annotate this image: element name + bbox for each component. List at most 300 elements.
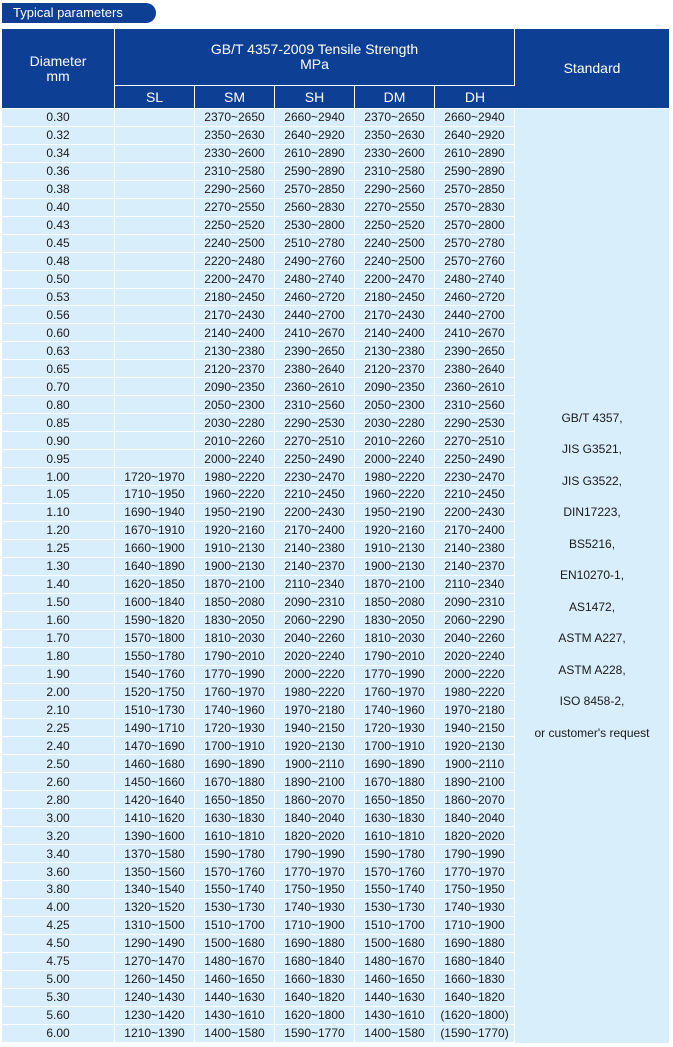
tensile-cell: 2270~2550 [355,199,435,217]
diameter-cell: 3.40 [2,845,115,863]
tensile-cell: 1830~2050 [195,612,275,630]
tensile-cell: 1480~1670 [355,953,435,971]
standard-item: EN10270-1, [559,568,625,583]
tensile-cell: 1430~1610 [195,1007,275,1025]
tensile-strength-header [115,29,515,86]
tensile-cell: 2060~2290 [435,612,515,630]
tensile-cell: 2250~2490 [435,450,515,468]
tensile-cell: 1920~2160 [355,522,435,540]
tensile-cell [115,378,195,396]
tensile-cell: 1700~1910 [355,737,435,755]
diameter-cell: 1.05 [2,486,115,504]
standard-item: ASTM A228, [558,662,626,677]
tensile-cell: 1240~1430 [115,989,195,1007]
tensile-cell: 1870~2100 [355,576,435,594]
tensile-cell: 1490~1710 [115,719,195,737]
tensile-cell: 2380~2640 [435,360,515,378]
tensile-cell: 1920~2130 [275,737,355,755]
tensile-cell: 1740~1930 [435,899,515,917]
tensile-cell: 1550~1780 [115,648,195,666]
tensile-cell: 1710~1900 [275,917,355,935]
tensile-cell: 1750~1950 [275,881,355,899]
tensile-cell: 1270~1470 [115,953,195,971]
tensile-cell: 1790~2010 [195,648,275,666]
tensile-cell: 1570~1760 [355,863,435,881]
section-title: Typical parameters [2,3,156,23]
diameter-cell: 1.25 [2,540,115,558]
tensile-cell: 1770~1970 [275,863,355,881]
diameter-cell: 0.53 [2,289,115,307]
tensile-cell: 2410~2670 [275,324,355,342]
tensile-cell: 2000~2240 [355,450,435,468]
tensile-cell [115,306,195,324]
tensile-cell: 2310~2580 [195,163,275,181]
diameter-cell: 4.25 [2,917,115,935]
tensile-cell: 1400~1580 [195,1025,275,1043]
diameter-cell: 0.90 [2,432,115,450]
tensile-cell: 1940~2150 [435,719,515,737]
tensile-cell: 2510~2780 [275,235,355,253]
tensile-cell: 1610~1810 [355,827,435,845]
tensile-cell: 1770~1990 [195,666,275,684]
standard-item: DIN17223, [563,505,621,520]
standard-item: or customer's request [534,725,650,740]
tensile-cell: 1890~2100 [435,773,515,791]
tensile-cell: 1640~1820 [275,989,355,1007]
diameter-cell: 1.30 [2,558,115,576]
tensile-cell: 1740~1960 [195,701,275,719]
tensile-cell: 2570~2850 [275,181,355,199]
tensile-cell: 1980~2220 [355,468,435,486]
tensile-cell: 2570~2830 [435,199,515,217]
tensile-cell: 2570~2760 [435,253,515,271]
tensile-cell: 1530~1730 [355,899,435,917]
tensile-cell: 2370~2650 [355,109,435,127]
diameter-cell: 0.65 [2,360,115,378]
tensile-cell: 2110~2340 [275,576,355,594]
tensile-cell: 2530~2800 [275,217,355,235]
diameter-cell: 4.00 [2,899,115,917]
tensile-cell: 2660~2940 [435,109,515,127]
tensile-cell: 1260~1450 [115,971,195,989]
tensile-cell: 2200~2430 [435,504,515,522]
table-body [2,109,669,1043]
tensile-cell: 1690~1880 [275,935,355,953]
tensile-cell [115,181,195,199]
tensile-cell: (1620~1800) [435,1007,515,1025]
tensile-cell: 1440~1630 [195,989,275,1007]
tensile-cell [115,396,195,414]
tensile-cell: 1720~1970 [115,468,195,486]
tensile-cell: 1210~1390 [115,1025,195,1043]
tensile-cell: 1610~1810 [195,827,275,845]
tensile-cell: 1630~1830 [355,809,435,827]
tensile-cell: 2090~2310 [435,594,515,612]
tensile-cell: (1590~1770) [435,1025,515,1043]
tensile-cell: 1690~1890 [355,755,435,773]
tensile-cell: 1410~1620 [115,809,195,827]
tensile-cell: 1740~1960 [355,701,435,719]
tensile-cell: 2250~2520 [195,217,275,235]
tensile-cell: 2170~2430 [195,306,275,324]
tensile-cell [115,289,195,307]
tensile-cell: 2330~2600 [355,145,435,163]
tensile-cell: 1900~2110 [275,755,355,773]
grade-header-dh: DH [435,86,515,109]
tensile-cell: 1960~2220 [195,486,275,504]
tensile-cell: 2250~2520 [355,217,435,235]
tensile-cell: 2200~2470 [195,271,275,289]
tensile-cell [115,217,195,235]
tensile-cell: 2020~2240 [275,648,355,666]
tensile-cell: 1470~1690 [115,737,195,755]
parameters-table [2,29,669,1043]
tensile-cell: 1650~1850 [355,791,435,809]
standard-item: GB/T 4357, [561,410,623,425]
tensile-cell: 1860~2070 [435,791,515,809]
tensile-cell: 2460~2720 [435,289,515,307]
tensile-cell: 1820~2020 [275,827,355,845]
tensile-cell: 1670~1880 [195,773,275,791]
tensile-cell: 1530~1730 [195,899,275,917]
tensile-cell: 1630~1830 [195,809,275,827]
tensile-cell: 1900~2110 [435,755,515,773]
tensile-cell: 1460~1650 [195,971,275,989]
tensile-cell: 2140~2400 [195,324,275,342]
tensile-cell: 1540~1760 [115,666,195,684]
diameter-cell: 3.00 [2,809,115,827]
diameter-cell: 0.48 [2,253,115,271]
tensile-cell: 1620~1850 [115,576,195,594]
tensile-cell [115,109,195,127]
tensile-cell [115,235,195,253]
tensile-cell: 2290~2560 [355,181,435,199]
tensile-cell: 1760~1970 [195,684,275,702]
tensile-cell: 1820~2020 [435,827,515,845]
tensile-cell: 1720~1930 [355,719,435,737]
diameter-cell: 5.60 [2,1007,115,1025]
tensile-cell: 1500~1680 [195,935,275,953]
tensile-cell: 2200~2470 [355,271,435,289]
tensile-cell: 2170~2430 [355,306,435,324]
tensile-cell: 1910~2130 [195,540,275,558]
tensile-cell: 1400~1580 [355,1025,435,1043]
tensile-cell: 2020~2240 [435,648,515,666]
tensile-cell: 1680~1840 [275,953,355,971]
tensile-cell: 1520~1750 [115,684,195,702]
tensile-cell: 2240~2500 [355,235,435,253]
tensile-cell: 1570~1800 [115,630,195,648]
tensile-cell: 2120~2370 [355,360,435,378]
diameter-cell: 0.95 [2,450,115,468]
diameter-cell: 1.00 [2,468,115,486]
tensile-cell: 1590~1780 [355,845,435,863]
diameter-cell: 4.75 [2,953,115,971]
tensile-cell: 2490~2760 [275,253,355,271]
tensile-cell: 1660~1830 [275,971,355,989]
tensile-cell: 1670~1910 [115,522,195,540]
tensile-cell [115,127,195,145]
tensile-cell: 1950~2190 [355,504,435,522]
tensile-cell: 1810~2030 [355,630,435,648]
tensile-cell: 1660~1830 [435,971,515,989]
tensile-cell: 2290~2560 [195,181,275,199]
tensile-cell: 2240~2500 [355,253,435,271]
tensile-cell: 1850~2080 [355,594,435,612]
tensile-cell: 2570~2800 [435,217,515,235]
tensile-cell: 2130~2380 [195,342,275,360]
table-row [2,109,669,127]
tensile-cell: 2360~2610 [435,378,515,396]
tensile-cell: 1870~2100 [195,576,275,594]
tensile-cell: 1460~1680 [115,755,195,773]
tensile-cell: 2610~2890 [275,145,355,163]
diameter-cell: 0.60 [2,324,115,342]
diameter-cell: 0.34 [2,145,115,163]
tensile-cell: 2350~2630 [195,127,275,145]
tensile-cell: 1510~1700 [195,917,275,935]
tensile-cell: 1910~2130 [355,540,435,558]
diameter-cell: 1.20 [2,522,115,540]
tensile-cell: 2290~2530 [435,414,515,432]
tensile-cell: 2140~2370 [275,558,355,576]
diameter-cell: 0.32 [2,127,115,145]
tensile-cell: 2050~2300 [195,396,275,414]
tensile-cell: 2390~2650 [275,342,355,360]
tensile-cell: 1460~1650 [355,971,435,989]
tensile-cell: 2230~2470 [275,468,355,486]
standard-item: JIS G3522, [561,473,623,488]
tensile-cell: 1310~1500 [115,917,195,935]
tensile-cell: 1840~2040 [435,809,515,827]
grade-header-sm: SM [195,86,275,109]
tensile-strength-unit: MPa [300,56,329,72]
tensile-cell: 2460~2720 [275,289,355,307]
tensile-cell: 2000~2220 [435,666,515,684]
tensile-cell: 2120~2370 [195,360,275,378]
diameter-cell: 0.50 [2,271,115,289]
tensile-cell: 1790~1990 [435,845,515,863]
tensile-cell: 2090~2310 [275,594,355,612]
tensile-cell: 2640~2920 [435,127,515,145]
diameter-cell: 1.50 [2,594,115,612]
tensile-cell: 1680~1840 [435,953,515,971]
tensile-cell: 1420~1640 [115,791,195,809]
standard-item: JIS G3521, [561,442,623,457]
tensile-cell: 2360~2610 [275,378,355,396]
tensile-cell: 2240~2500 [195,235,275,253]
standard-item: ISO 8458-2, [559,694,625,709]
tensile-cell: 1740~1930 [275,899,355,917]
header-row [2,29,669,86]
tensile-cell: 1770~1990 [355,666,435,684]
grade-header-sh: SH [275,86,355,109]
tensile-cell: 2140~2370 [435,558,515,576]
tensile-cell: 2030~2280 [355,414,435,432]
tensile-cell: 1640~1820 [435,989,515,1007]
tensile-cell: 1230~1420 [115,1007,195,1025]
tensile-cell: 1700~1910 [195,737,275,755]
tensile-cell [115,450,195,468]
diameter-cell: 2.25 [2,719,115,737]
diameter-cell: 1.60 [2,612,115,630]
diameter-cell: 1.10 [2,504,115,522]
diameter-cell: 2.10 [2,701,115,719]
diameter-cell: 5.30 [2,989,115,1007]
tensile-cell: 1970~2180 [275,701,355,719]
tensile-cell: 2000~2220 [275,666,355,684]
tensile-cell: 2590~2890 [275,163,355,181]
tensile-cell: 2410~2670 [435,324,515,342]
tensile-cell: 1720~1930 [195,719,275,737]
tensile-cell: 1750~1950 [435,881,515,899]
diameter-cell: 3.80 [2,881,115,899]
tensile-cell: 2350~2630 [355,127,435,145]
standard-item: ASTM A227, [558,631,626,646]
tensile-cell [115,271,195,289]
tensile-cell: 2440~2700 [275,306,355,324]
tensile-cell: 1980~2220 [435,684,515,702]
tensile-cell: 2210~2450 [275,486,355,504]
tensile-cell: 1650~1850 [195,791,275,809]
tensile-cell: 1710~1900 [435,917,515,935]
tensile-strength-title: GB/T 4357-2009 Tensile Strength [210,41,419,57]
tensile-cell: 1590~1820 [115,612,195,630]
tensile-cell: 2090~2350 [355,378,435,396]
tensile-cell: 2310~2560 [275,396,355,414]
tensile-cell: 1550~1740 [355,881,435,899]
diameter-cell: 0.36 [2,163,115,181]
tensile-cell: 2290~2530 [275,414,355,432]
tensile-cell: 2310~2580 [355,163,435,181]
tensile-cell: 2310~2560 [435,396,515,414]
diameter-cell: 2.60 [2,773,115,791]
tensile-cell: 2000~2240 [195,450,275,468]
diameter-cell: 0.38 [2,181,115,199]
tensile-cell [115,342,195,360]
tensile-cell: 2170~2400 [275,522,355,540]
diameter-cell: 3.60 [2,863,115,881]
tensile-cell: 1320~1520 [115,899,195,917]
tensile-cell: 2440~2700 [435,306,515,324]
grade-header-sl: SL [115,86,195,109]
tensile-cell: 2010~2260 [355,432,435,450]
tensile-cell: 2200~2430 [275,504,355,522]
tensile-cell: 1770~1970 [435,863,515,881]
tensile-cell: 1980~2220 [275,684,355,702]
tensile-cell: 2040~2260 [275,630,355,648]
grade-header-dm: DM [355,86,435,109]
tensile-cell [115,163,195,181]
tensile-cell: 1810~2030 [195,630,275,648]
diameter-cell: 1.80 [2,648,115,666]
diameter-cell: 0.80 [2,396,115,414]
tensile-cell: 2330~2600 [195,145,275,163]
diameter-cell: 0.40 [2,199,115,217]
diameter-cell: 2.40 [2,737,115,755]
diameter-cell: 0.85 [2,414,115,432]
tensile-cell: 2660~2940 [275,109,355,127]
tensile-cell: 1690~1880 [435,935,515,953]
tensile-cell: 2560~2830 [275,199,355,217]
diameter-cell: 2.80 [2,791,115,809]
tensile-cell: 2590~2890 [435,163,515,181]
tensile-cell: 1960~2220 [355,486,435,504]
diameter-cell: 4.50 [2,935,115,953]
tensile-cell: 2390~2650 [435,342,515,360]
tensile-cell: 2270~2510 [275,432,355,450]
tensile-cell: 2130~2380 [355,342,435,360]
tensile-cell [115,360,195,378]
tensile-cell: 1900~2130 [195,558,275,576]
tensile-cell: 2370~2650 [195,109,275,127]
tensile-cell: 1710~1950 [115,486,195,504]
tensile-cell: 1690~1940 [115,504,195,522]
tensile-cell: 2060~2290 [275,612,355,630]
tensile-cell: 1350~1560 [115,863,195,881]
diameter-cell: 6.00 [2,1025,115,1043]
tensile-cell: 2030~2280 [195,414,275,432]
tensile-cell: 2010~2260 [195,432,275,450]
standard-item: BS5216, [568,536,616,551]
tensile-cell: 1370~1580 [115,845,195,863]
tensile-cell: 1340~1540 [115,881,195,899]
tensile-cell: 1760~1970 [355,684,435,702]
tensile-cell: 1620~1800 [275,1007,355,1025]
tensile-cell: 1640~1890 [115,558,195,576]
tensile-cell: 1550~1740 [195,881,275,899]
standard-item: AS1472, [568,599,616,614]
diameter-cell: 5.00 [2,971,115,989]
tensile-cell: 2380~2640 [275,360,355,378]
tensile-cell: 1450~1660 [115,773,195,791]
tensile-cell: 1590~1780 [195,845,275,863]
tensile-cell: 1440~1630 [355,989,435,1007]
diameter-header: Diameter mm [2,29,115,109]
tensile-cell: 2610~2890 [435,145,515,163]
tensile-cell: 1860~2070 [275,791,355,809]
diameter-cell: 0.70 [2,378,115,396]
tensile-cell: 2140~2380 [275,540,355,558]
tensile-cell: 1510~1700 [355,917,435,935]
tensile-cell: 1590~1770 [275,1025,355,1043]
tensile-cell: 1900~2130 [355,558,435,576]
diameter-cell: 0.56 [2,306,115,324]
tensile-cell: 2180~2450 [195,289,275,307]
tensile-cell: 2090~2350 [195,378,275,396]
diameter-cell: 0.43 [2,217,115,235]
tensile-cell: 1790~1990 [275,845,355,863]
tensile-cell: 2480~2740 [275,271,355,289]
tensile-cell: 1920~2160 [195,522,275,540]
tensile-cell [115,145,195,163]
tensile-cell: 2140~2380 [435,540,515,558]
standard-header: Standard [515,29,669,109]
tensile-cell [115,253,195,271]
tensile-cell: 1430~1610 [355,1007,435,1025]
diameter-cell: 3.20 [2,827,115,845]
tensile-cell [115,199,195,217]
diameter-cell: 0.45 [2,235,115,253]
tensile-cell: 1600~1840 [115,594,195,612]
tensile-cell: 2250~2490 [275,450,355,468]
tensile-cell: 1940~2150 [275,719,355,737]
tensile-cell: 1510~1730 [115,701,195,719]
tensile-cell: 2210~2450 [435,486,515,504]
diameter-cell: 1.40 [2,576,115,594]
tensile-cell: 1690~1890 [195,755,275,773]
tensile-cell [115,432,195,450]
